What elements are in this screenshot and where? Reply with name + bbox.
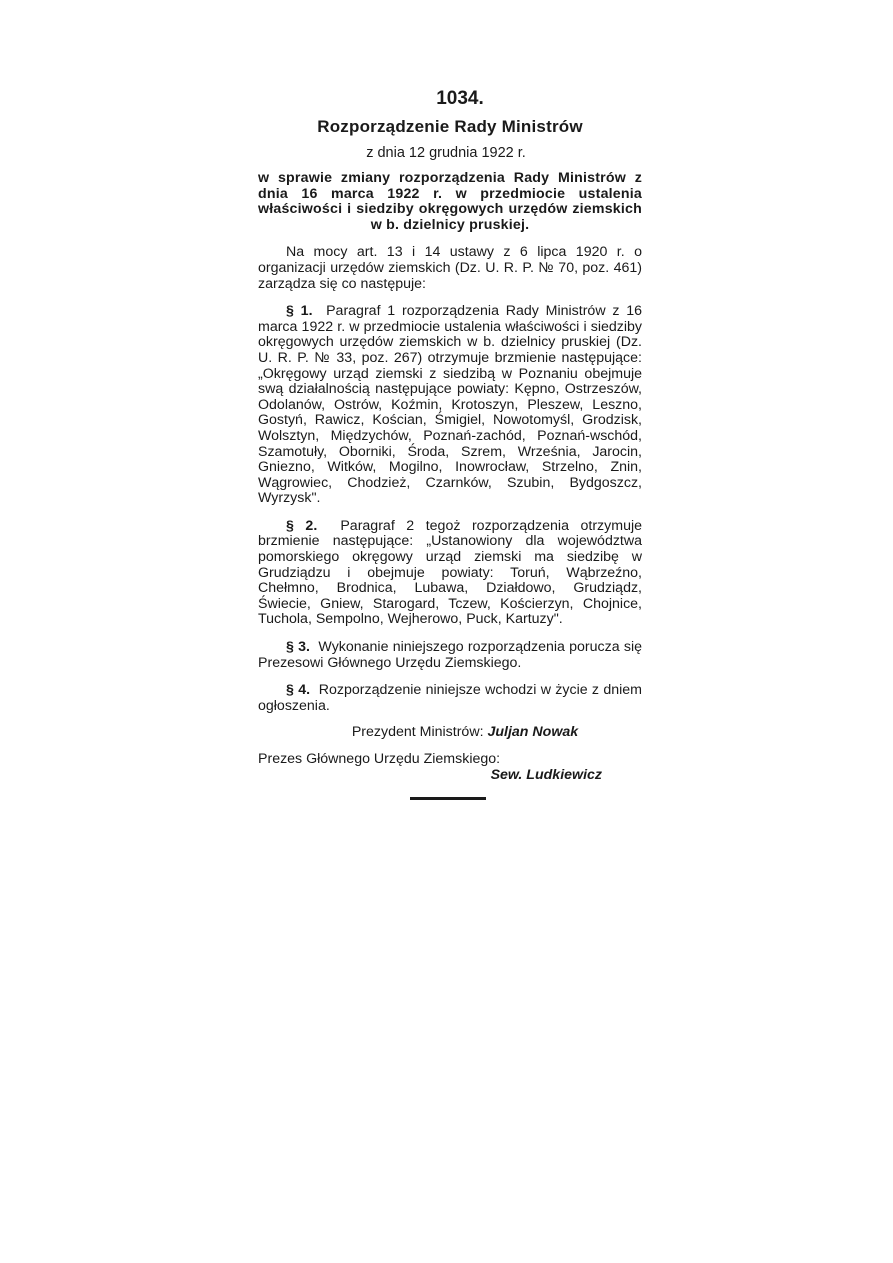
section-label: § 1. (286, 303, 313, 320)
section-3 (258, 640, 642, 671)
signature-title: Prezes Głównego Urzędu Ziemskiego: (258, 751, 501, 767)
section-text: Paragraf 2 tegoż rozporządzenia otrzymuje brzmienie następujące: „Ustanowiony dla województwa pomorskiego okręgowy urząd ziemski ma siedzibę w Grudziądzu i obejmuje powiaty: Toruń, Wąbrzeźno, Chełmno, Brodnica, Lubawa, Działdowo, Grudziądz, Świecie, Gniew, Starogard, Tczew, Kościerzyn, Chojnice, Tuchola, Sempolno, Wejherowo, Puck, Kartuzy". (258, 517, 642, 628)
signature-name: Juljan Nowak (487, 724, 579, 741)
act-number: 1034. (436, 88, 484, 109)
preamble (258, 245, 642, 292)
section-label: § 4. (286, 682, 311, 699)
section-1 (258, 304, 642, 507)
preamble-text: Na mocy art. 13 i 14 ustawy z 6 lipca 1920 r. o organizacji urzędów ziemskich (Dz. U. R. P. № 70, poz. 461) zarządza się co następuje: (258, 244, 642, 292)
document-subject: w sprawie zmiany rozporządzenia Rady Ministrów z dnia 16 marca 1922 r. w przedmiocie ustalenia właściwości i siedziby okręgowych urzędów ziemskich w b. dzielnicy pruskiej. (258, 170, 642, 233)
signature-prime-minister (288, 725, 642, 741)
section-text: Rozporządzenie niniejsze wchodzi w życie z dniem ogłoszenia. (258, 682, 643, 714)
signature-land-office (258, 752, 642, 783)
section-label: § 3. (286, 639, 310, 656)
document-page (258, 88, 642, 800)
section-4 (258, 683, 642, 714)
signature-name: Sew. Ludkiewicz (490, 766, 602, 783)
section-text: Paragraf 1 rozporządzenia Rady Ministrów z 16 marca 1922 r. w przedmiocie ustalenia właściwości i siedziby okręgowych urzędów ziemskich w b. dzielnicy pruskiej (Dz. U. R. P. № 33, poz. 267) otrzymuje brzmienie następujące: „Okręgowy urząd ziemski z siedzibą w Poznaniu obejmuje swą działalnością następujące powiaty: Kępno, Ostrzeszów, Odolanów, Ostrów, Koźmin, Krotoszyn, Pleszew, Leszno, Gostyń, Rawicz, Kościan, Śmigiel, Nowotomyśl, Grodzisk, Wolsztyn, Międzychów, Poznań-zachód, Poznań-wschód, Szamotuły, Oborniki, Środa, Szrem, Września, Jarocin, Gniezno, Witków, Mogilno, Inowrocław, Strzelno, Znin, Wągrowiec, Chodzież, Czarnków, Szubin, Bydgoszcz, Wyrzysk". (258, 303, 643, 507)
section-text: Wykonanie niniejszego rozporządzenia porucza się Prezesowi Głównego Urzędu Ziemskiego. (258, 639, 642, 671)
section-2 (258, 519, 642, 628)
section-label: § 2. (286, 517, 318, 534)
signature-title: Prezydent Ministrów: (351, 724, 484, 741)
closing-rule (410, 797, 486, 800)
document-title: Rozporządzenie Rady Ministrów (317, 117, 583, 136)
document-date: z dnia 12 grudnia 1922 r. (366, 145, 526, 161)
